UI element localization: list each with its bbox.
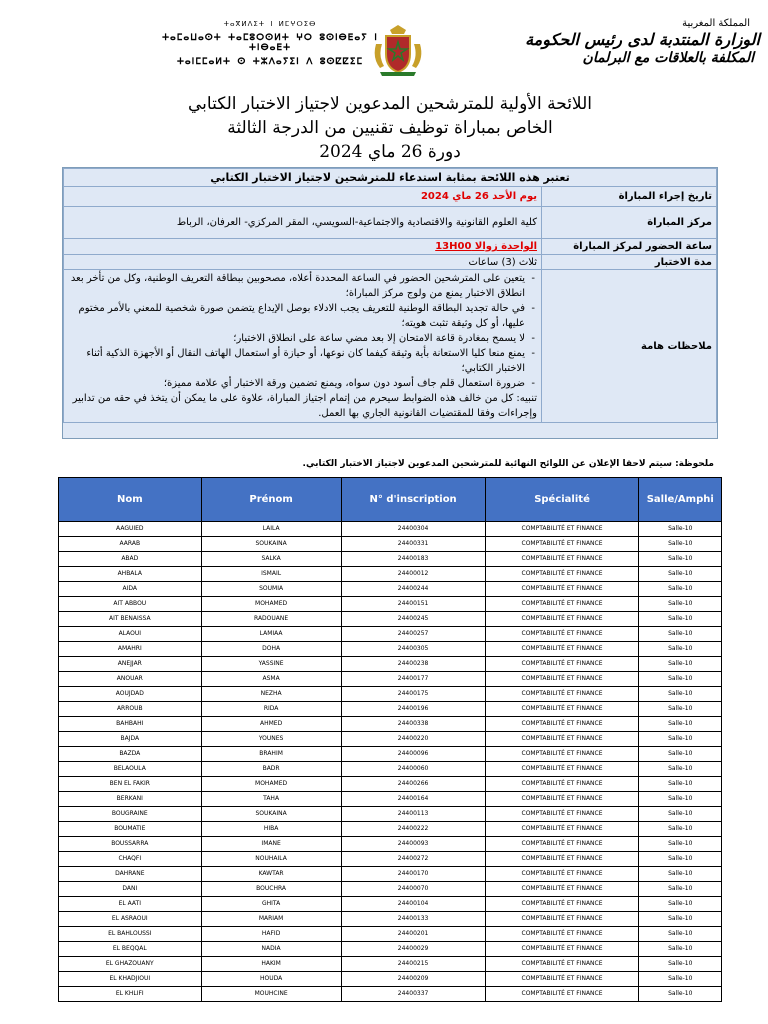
table-row: [59, 612, 722, 627]
cell-inscription: 24400201: [341, 927, 485, 942]
table-row: [59, 942, 722, 957]
cell-inscription: 24400238: [341, 657, 485, 672]
cell-inscription: 24400244: [341, 582, 485, 597]
cell-prenom: DOHA: [201, 642, 341, 657]
cell-inscription: 24400304: [341, 522, 485, 537]
note-item: - يتعين على المترشحين الحضور في الساعة المحددة أعلاه، مصحوبين ببطاقة التعريف الوطنية، وكل من تأخر بعد انطلاق الاختبار يمنع من ولوج مركز المباراة؛: [68, 271, 537, 301]
cell-nom: EL BAHLOUSSI: [59, 927, 202, 942]
coat-of-arms-icon: [368, 24, 428, 76]
cell-specialite: COMPTABILITÉ ET FINANCE: [485, 942, 639, 957]
cell-specialite: COMPTABILITÉ ET FINANCE: [485, 897, 639, 912]
cell-inscription: 24400337: [341, 987, 485, 1002]
cell-salle: Salle-10: [639, 957, 722, 972]
exam-info-table: [63, 168, 717, 423]
table-row: [59, 897, 722, 912]
exam-date-label: تاريخ إجراء المباراة: [542, 187, 717, 207]
ministry-name-line-2: المكلفة بالعلاقات مع البرلمان: [582, 50, 754, 66]
cell-prenom: NEZHA: [201, 687, 341, 702]
cell-inscription: 24400215: [341, 957, 485, 972]
cell-inscription: 24400209: [341, 972, 485, 987]
column-header-specialite: Spécialité: [485, 478, 639, 522]
cell-inscription: 24400338: [341, 717, 485, 732]
cell-salle: Salle-10: [639, 942, 722, 957]
cell-specialite: COMPTABILITÉ ET FINANCE: [485, 777, 639, 792]
candidates-table: [58, 477, 722, 1002]
table-row: [59, 837, 722, 852]
cell-salle: Salle-10: [639, 762, 722, 777]
cell-nom: EL GHAZOUANY: [59, 957, 202, 972]
cell-prenom: KAWTAR: [201, 867, 341, 882]
cell-salle: Salle-10: [639, 837, 722, 852]
table-header-row: [59, 478, 722, 522]
candidates-table-body: [59, 522, 722, 1002]
ministry-name-line-1: الوزارة المنتدبة لدى رئيس الحكومة: [525, 30, 760, 49]
cell-prenom: GHITA: [201, 897, 341, 912]
column-header-nom: Nom: [59, 478, 202, 522]
cell-prenom: MOHAMED: [201, 597, 341, 612]
cell-nom: AOUJDAD: [59, 687, 202, 702]
cell-nom: BOUGRAINE: [59, 807, 202, 822]
cell-salle: Salle-10: [639, 597, 722, 612]
arrival-time-value: الواحدة زوالا 13H00: [64, 239, 542, 255]
cell-nom: EL AATI: [59, 897, 202, 912]
cell-salle: Salle-10: [639, 537, 722, 552]
cell-specialite: COMPTABILITÉ ET FINANCE: [485, 597, 639, 612]
table-row: [59, 642, 722, 657]
cell-nom: EL ASRAOUI: [59, 912, 202, 927]
cell-nom: DAHRANE: [59, 867, 202, 882]
cell-salle: Salle-10: [639, 972, 722, 987]
cell-nom: BEN EL FAKIR: [59, 777, 202, 792]
cell-nom: ALAOUI: [59, 627, 202, 642]
important-notes: [64, 270, 542, 423]
cell-specialite: COMPTABILITÉ ET FINANCE: [485, 747, 639, 762]
cell-inscription: 24400096: [341, 747, 485, 762]
cell-specialite: COMPTABILITÉ ET FINANCE: [485, 852, 639, 867]
table-row: [59, 522, 722, 537]
cell-nom: AAGUIED: [59, 522, 202, 537]
cell-specialite: COMPTABILITÉ ET FINANCE: [485, 957, 639, 972]
cell-specialite: COMPTABILITÉ ET FINANCE: [485, 567, 639, 582]
cell-nom: DANI: [59, 882, 202, 897]
cell-nom: AIT BENAISSA: [59, 612, 202, 627]
tifinagh-line-1: ⵜⴰⴳⵍⴷⵉⵜ ⵏ ⵍⵎⵖⵔⵉⴱ: [223, 20, 317, 28]
cell-specialite: COMPTABILITÉ ET FINANCE: [485, 642, 639, 657]
cell-inscription: 24400113: [341, 807, 485, 822]
cell-salle: Salle-10: [639, 552, 722, 567]
table-row: [59, 987, 722, 1002]
cell-nom: CHAQFI: [59, 852, 202, 867]
cell-inscription: 24400266: [341, 777, 485, 792]
cell-inscription: 24400029: [341, 942, 485, 957]
title-line-1: اللائحة الأولية للمترشحين المدعوين لاجتياز الاختبار الكتابي: [188, 94, 592, 114]
cell-salle: Salle-10: [639, 687, 722, 702]
cell-salle: Salle-10: [639, 882, 722, 897]
kingdom-label: المملكة المغربية: [682, 18, 750, 29]
cell-prenom: ISMAIL: [201, 567, 341, 582]
cell-inscription: 24400177: [341, 672, 485, 687]
note-item: - لا يسمح بمغادرة قاعة الامتحان إلا بعد مضي ساعة على انطلاق الاختبار؛: [68, 331, 537, 346]
cell-nom: AHBALA: [59, 567, 202, 582]
cell-prenom: BADR: [201, 762, 341, 777]
cell-nom: ABAD: [59, 552, 202, 567]
column-header-inscription: N° d'inscription: [341, 478, 485, 522]
note-item: - ضرورة استعمال قلم جاف أسود دون سواه، ويمنع تضمين ورقة الاختبار أي علامة مميزة؛: [68, 376, 537, 391]
cell-prenom: LAMIAA: [201, 627, 341, 642]
exam-duration-value: ثلاث (3) ساعات: [64, 255, 542, 270]
cell-specialite: COMPTABILITÉ ET FINANCE: [485, 732, 639, 747]
cell-nom: BAZDA: [59, 747, 202, 762]
cell-prenom: SOUMIA: [201, 582, 341, 597]
cell-inscription: 24400220: [341, 732, 485, 747]
note-item: - في حالة تجديد البطاقة الوطنية للتعريف يجب الادلاء بوصل الإيداع يتضمن صورة شخصية للمعني بالأمر مختوم عليها، أو كل وثيقة تثبت هويته؛: [68, 301, 537, 331]
cell-inscription: 24400183: [341, 552, 485, 567]
tifinagh-line-2: ⵜⴰⵎⴰⵡⴰⵙⵜ ⵜⴰⵎⵓⵔⵙⵍⵜ ⵖⵔ ⵓⵙⵏⴱⴹⴰⵢ ⵏ ⵜⵏⴱⴰⴹⵜ: [162, 33, 378, 53]
table-row: [59, 852, 722, 867]
cell-inscription: 24400175: [341, 687, 485, 702]
title-line-3: دورة 26 ماي 2024: [319, 142, 461, 162]
cell-inscription: 24400060: [341, 762, 485, 777]
convocation-banner: تعتبر هذه اللائحة بمثابة استدعاء للمترشحين لاجتياز الاختبار الكتابي: [64, 169, 717, 187]
cell-specialite: COMPTABILITÉ ET FINANCE: [485, 552, 639, 567]
cell-inscription: 24400170: [341, 867, 485, 882]
cell-nom: BELAOULA: [59, 762, 202, 777]
cell-nom: AIDA: [59, 582, 202, 597]
cell-salle: Salle-10: [639, 732, 722, 747]
cell-prenom: SOUKAINA: [201, 807, 341, 822]
cell-inscription: 24400104: [341, 897, 485, 912]
cell-inscription: 24400272: [341, 852, 485, 867]
cell-salle: Salle-10: [639, 717, 722, 732]
table-row: [59, 552, 722, 567]
table-row: [59, 867, 722, 882]
document-title: [150, 92, 630, 164]
cell-prenom: HOUDA: [201, 972, 341, 987]
cell-prenom: BOUCHRA: [201, 882, 341, 897]
exam-info-box: [62, 167, 718, 439]
warning-note: تنبيه: كل من خالف هذه الضوابط سيحرم من إتمام اجتياز المباراة، علاوة على ما يمكن أن يتخذ في حقه من تدابير وإجراءات وفقا للمقتضيات القانونية الجاري بها العمل.: [72, 393, 537, 419]
cell-prenom: IMANE: [201, 837, 341, 852]
letterhead: [0, 0, 768, 82]
cell-inscription: 24400257: [341, 627, 485, 642]
title-line-2: الخاص بمباراة توظيف تقنيين من الدرجة الثالثة: [227, 118, 553, 138]
table-row: [59, 567, 722, 582]
table-row: [59, 747, 722, 762]
table-row: [59, 972, 722, 987]
cell-salle: Salle-10: [639, 702, 722, 717]
cell-prenom: YOUNES: [201, 732, 341, 747]
cell-nom: EL KHLIFI: [59, 987, 202, 1002]
cell-inscription: 24400133: [341, 912, 485, 927]
table-row: [59, 627, 722, 642]
table-row: [59, 912, 722, 927]
table-row: [59, 927, 722, 942]
cell-inscription: 24400093: [341, 837, 485, 852]
cell-inscription: 24400196: [341, 702, 485, 717]
cell-salle: Salle-10: [639, 807, 722, 822]
cell-salle: Salle-10: [639, 867, 722, 882]
cell-prenom: RIDA: [201, 702, 341, 717]
table-row: [59, 657, 722, 672]
cell-specialite: COMPTABILITÉ ET FINANCE: [485, 912, 639, 927]
cell-nom: AARAB: [59, 537, 202, 552]
cell-specialite: COMPTABILITÉ ET FINANCE: [485, 867, 639, 882]
cell-nom: EL KHADJIOUI: [59, 972, 202, 987]
cell-specialite: COMPTABILITÉ ET FINANCE: [485, 792, 639, 807]
table-row: [59, 702, 722, 717]
table-row: [59, 732, 722, 747]
cell-inscription: 24400164: [341, 792, 485, 807]
column-header-salle: Salle/Amphi: [639, 478, 722, 522]
exam-center-value: كلية العلوم القانونية والاقتصادية والاجتماعية-السويسي، المقر المركزي- العرفان، الرباط: [64, 207, 542, 239]
tifinagh-line-3: ⵜⴰⵏⵎⵎⴰⵍⵜ ⵙ ⵜⵣⴷⴰⵢⵉⵏ ⴷ ⵓⵙⵇⵇⵉⵎ: [176, 57, 364, 67]
cell-specialite: COMPTABILITÉ ET FINANCE: [485, 687, 639, 702]
cell-inscription: 24400331: [341, 537, 485, 552]
cell-prenom: LAILA: [201, 522, 341, 537]
cell-prenom: NOUHAILA: [201, 852, 341, 867]
table-row: [59, 717, 722, 732]
cell-salle: Salle-10: [639, 627, 722, 642]
cell-specialite: COMPTABILITÉ ET FINANCE: [485, 657, 639, 672]
cell-salle: Salle-10: [639, 852, 722, 867]
cell-salle: Salle-10: [639, 522, 722, 537]
table-row: [59, 597, 722, 612]
cell-prenom: YASSINE: [201, 657, 341, 672]
cell-specialite: COMPTABILITÉ ET FINANCE: [485, 537, 639, 552]
cell-inscription: 24400245: [341, 612, 485, 627]
notes-list: [68, 271, 537, 421]
cell-specialite: COMPTABILITÉ ET FINANCE: [485, 822, 639, 837]
cell-specialite: COMPTABILITÉ ET FINANCE: [485, 927, 639, 942]
tifinagh-header: [150, 20, 390, 67]
cell-specialite: COMPTABILITÉ ET FINANCE: [485, 522, 639, 537]
cell-inscription: 24400151: [341, 597, 485, 612]
table-row: [59, 807, 722, 822]
cell-salle: Salle-10: [639, 987, 722, 1002]
cell-salle: Salle-10: [639, 642, 722, 657]
table-row: [59, 537, 722, 552]
ministry-header: [440, 18, 760, 67]
cell-specialite: COMPTABILITÉ ET FINANCE: [485, 987, 639, 1002]
cell-specialite: COMPTABILITÉ ET FINANCE: [485, 612, 639, 627]
cell-prenom: AHMED: [201, 717, 341, 732]
cell-inscription: 24400070: [341, 882, 485, 897]
cell-specialite: COMPTABILITÉ ET FINANCE: [485, 702, 639, 717]
cell-prenom: MOHAMED: [201, 777, 341, 792]
cell-prenom: SALKA: [201, 552, 341, 567]
table-row: [59, 762, 722, 777]
cell-salle: Salle-10: [639, 792, 722, 807]
cell-nom: BAHBAHI: [59, 717, 202, 732]
exam-date-value: يوم الأحد 26 ماي 2024: [64, 187, 542, 207]
cell-nom: BOUMATIE: [59, 822, 202, 837]
cell-nom: BERKANI: [59, 792, 202, 807]
cell-prenom: HAFID: [201, 927, 341, 942]
cell-inscription: 24400305: [341, 642, 485, 657]
final-list-notice: ملحوظة: سيتم لاحقا الإعلان عن اللوائح النهائية للمترشحين المدعوين لاجتياز الاختبار الكتابي.: [302, 459, 714, 469]
table-row: [59, 687, 722, 702]
cell-salle: Salle-10: [639, 672, 722, 687]
arrival-time-label: ساعة الحضور لمركز المباراة: [542, 239, 717, 255]
cell-specialite: COMPTABILITÉ ET FINANCE: [485, 882, 639, 897]
cell-specialite: COMPTABILITÉ ET FINANCE: [485, 837, 639, 852]
cell-prenom: ASMA: [201, 672, 341, 687]
cell-specialite: COMPTABILITÉ ET FINANCE: [485, 582, 639, 597]
cell-specialite: COMPTABILITÉ ET FINANCE: [485, 717, 639, 732]
cell-prenom: HIBA: [201, 822, 341, 837]
cell-prenom: BRAHIM: [201, 747, 341, 762]
column-header-prenom: Prénom: [201, 478, 341, 522]
cell-specialite: COMPTABILITÉ ET FINANCE: [485, 627, 639, 642]
cell-specialite: COMPTABILITÉ ET FINANCE: [485, 762, 639, 777]
table-row: [59, 957, 722, 972]
cell-prenom: TAHA: [201, 792, 341, 807]
table-row: [59, 777, 722, 792]
cell-salle: Salle-10: [639, 777, 722, 792]
table-row: [59, 792, 722, 807]
cell-salle: Salle-10: [639, 927, 722, 942]
exam-center-label: مركز المباراة: [542, 207, 717, 239]
table-row: [59, 582, 722, 597]
cell-salle: Salle-10: [639, 582, 722, 597]
note-item: - يمنع منعا كليا الاستعانة بأية وثيقة كيفما كان نوعها، أو حيازة أو استعمال الهاتف النقال أو الأجهزة الذكية أثناء الاختبار الكتابي؛: [68, 346, 537, 376]
cell-prenom: HAKIM: [201, 957, 341, 972]
important-notes-label: ملاحظات هامة: [542, 270, 717, 423]
cell-nom: ANEJJAR: [59, 657, 202, 672]
cell-salle: Salle-10: [639, 612, 722, 627]
cell-nom: ANOUAR: [59, 672, 202, 687]
cell-prenom: SOUKAINA: [201, 537, 341, 552]
table-row: [59, 882, 722, 897]
cell-nom: BOUSSARRA: [59, 837, 202, 852]
cell-inscription: 24400012: [341, 567, 485, 582]
cell-prenom: NADIA: [201, 942, 341, 957]
cell-specialite: COMPTABILITÉ ET FINANCE: [485, 972, 639, 987]
cell-prenom: MOUHCINE: [201, 987, 341, 1002]
table-row: [59, 672, 722, 687]
cell-salle: Salle-10: [639, 912, 722, 927]
exam-duration-label: مدة الاختبار: [542, 255, 717, 270]
cell-nom: BAJDA: [59, 732, 202, 747]
table-row: [59, 822, 722, 837]
cell-nom: ARROUB: [59, 702, 202, 717]
cell-salle: Salle-10: [639, 567, 722, 582]
cell-nom: EL BEQQAL: [59, 942, 202, 957]
cell-salle: Salle-10: [639, 897, 722, 912]
cell-prenom: MARIAM: [201, 912, 341, 927]
cell-salle: Salle-10: [639, 822, 722, 837]
cell-nom: AMAHRI: [59, 642, 202, 657]
cell-specialite: COMPTABILITÉ ET FINANCE: [485, 807, 639, 822]
cell-salle: Salle-10: [639, 747, 722, 762]
cell-salle: Salle-10: [639, 657, 722, 672]
cell-nom: AIT ABBOU: [59, 597, 202, 612]
cell-specialite: COMPTABILITÉ ET FINANCE: [485, 672, 639, 687]
cell-inscription: 24400222: [341, 822, 485, 837]
cell-prenom: RADOUANE: [201, 612, 341, 627]
